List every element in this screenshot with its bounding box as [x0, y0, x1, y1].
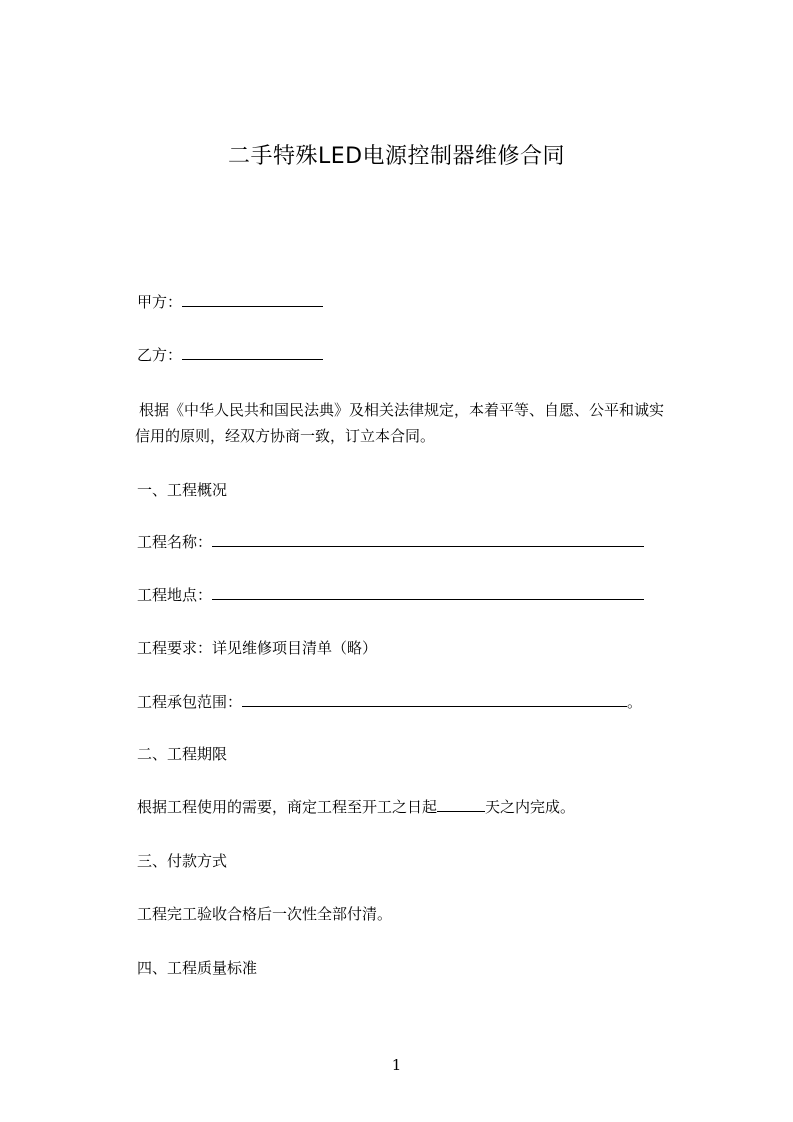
term-text-after: 天之内完成。: [485, 798, 576, 816]
project-scope-label: 工程承包范围：: [137, 693, 243, 711]
section-4-heading: 四、工程质量标准: [137, 959, 258, 977]
project-requirements: 工程要求：详见维修项目清单（略）: [137, 639, 378, 657]
party-a-blank[interactable]: [182, 292, 323, 307]
project-location-line: [137, 585, 644, 605]
party-b-line: [137, 345, 323, 365]
project-scope-end: 。: [627, 693, 643, 711]
project-name-blank[interactable]: [212, 532, 644, 547]
section-1-heading: 一、工程概况: [137, 481, 228, 499]
party-a-label: 甲方：: [137, 293, 183, 311]
page-number: 1: [391, 1056, 402, 1074]
section-2-heading: 二、工程期限: [137, 745, 228, 763]
preamble-paragraph: [137, 397, 715, 449]
party-b-blank[interactable]: [182, 345, 323, 360]
project-scope-blank[interactable]: [242, 692, 627, 707]
term-text-before: 根据工程使用的需要，商定工程至开工之日起: [137, 798, 438, 816]
document-title: 二手特殊LED电源控制器维修合同: [227, 144, 566, 169]
preamble-line-1: 根据《中华人民共和国民法典》及相关法律规定，本着平等、自愿、公平和诚实: [139, 401, 665, 419]
payment-text: 工程完工验收合格后一次性全部付清。: [137, 905, 393, 923]
party-a-line: [137, 292, 323, 312]
term-line: [137, 797, 575, 817]
preamble-line-2: 信用的原则，经双方协商一致，订立本合同。: [135, 427, 436, 445]
project-scope-line: [137, 692, 642, 712]
party-b-label: 乙方：: [137, 346, 183, 364]
term-days-blank[interactable]: [437, 797, 485, 812]
project-name-label: 工程名称：: [137, 533, 213, 551]
project-location-label: 工程地点：: [137, 586, 213, 604]
section-3-heading: 三、付款方式: [137, 852, 228, 870]
project-name-line: [137, 532, 644, 552]
project-location-blank[interactable]: [212, 585, 644, 600]
